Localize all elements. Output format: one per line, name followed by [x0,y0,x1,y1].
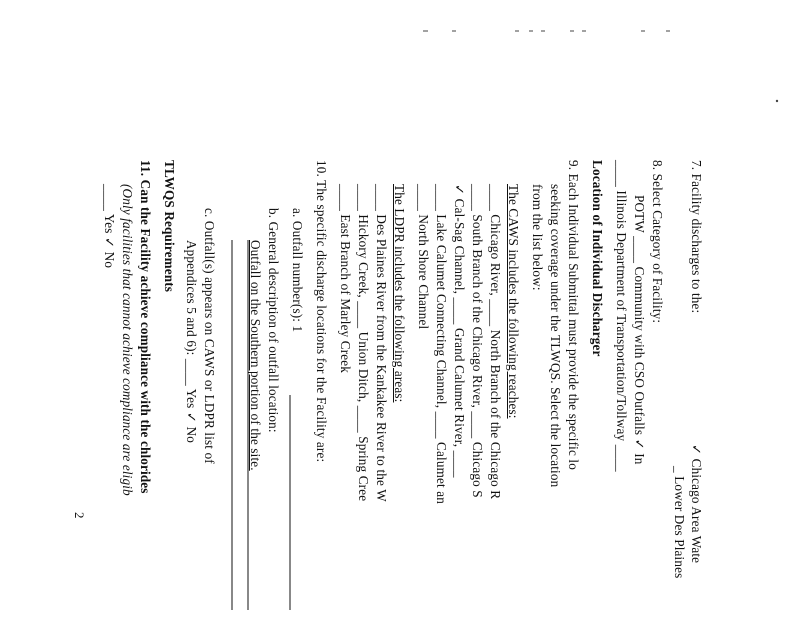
page-number: 2 [72,512,87,519]
item9-line1: 9. Each Individual Submittal must provide the specific lo [566,160,581,470]
item10-c-line1: c. Outfall(s) appears on CAWS or LDPR list of [202,208,217,464]
item7-text: 7. Facility discharges to the: [689,160,704,314]
item7-checked-option: ✓ Chicago Area Wate [689,444,704,564]
ldpr-area-1: ____ Des Plaines River from the Kankakee River to the W [374,184,389,502]
item9-line3: from the list below: [530,184,545,291]
section-location-heading: Location of Individual Discharger [590,160,605,357]
item10-a-outfall-number: a. Outfall number(s): 1 [290,208,305,333]
section-tlwqs-heading: TLWQS Requirements [162,160,177,293]
item8-text: 8. Select Category of Facility: [650,160,665,324]
item11-line3: ____ Yes ✓ No [102,184,117,269]
ldpr-area-3: ____ East Branch of Marley Creek [338,184,353,373]
item9-line2: seeking coverage under the TLWQS. Select the location [548,184,563,488]
item8-line1: POTW ____ Community with CSO Outfalls ✓ In [632,195,647,465]
item10-text: 10. The specific discharge locations for the Facility are: [314,160,329,463]
caws-reach-3: ✓ Cal-Sag Channel, ____ Grand Calumet River, ____ [452,184,467,478]
ldpr-area-2: ____ Hickory Creek, ____ Union Ditch, ____ Spring Cree [356,184,371,502]
item10-c-line2: Appendices 5 and 6): ____ Yes ✓ No [184,240,199,443]
caws-reach-5: ____ North Shore Channel [416,184,431,330]
caws-reach-1: ____ Chicago River, ____ North Branch of the Chicago R [488,184,503,500]
caws-reach-4: ____ Lake Calumet Connecting Channel, ____ Calumet an [434,184,449,504]
ldpr-heading: The LDPR includes the following areas: [392,184,407,403]
item11-line1: 11. Can the Facility achieve compliance with the chlorides [138,160,153,494]
item8-line2: ____ Illinois Department of Transportation/Tollway ____ [614,160,629,472]
caws-reach-2: ____ South Branch of the Chicago River, ____ Chicago S [470,184,485,498]
item10-b-description-label: b. General description of outfall location: [266,208,281,433]
caws-heading: The CAWS includes the following reaches: [506,184,521,419]
item11-line2: (Only facilities that cannot achieve compliance are eligib [120,184,135,496]
item10-b-description-answer: Outfall on the Southern portion of the site. [248,240,263,471]
item7-other-option: _ Lower Des Plaines [672,466,687,579]
